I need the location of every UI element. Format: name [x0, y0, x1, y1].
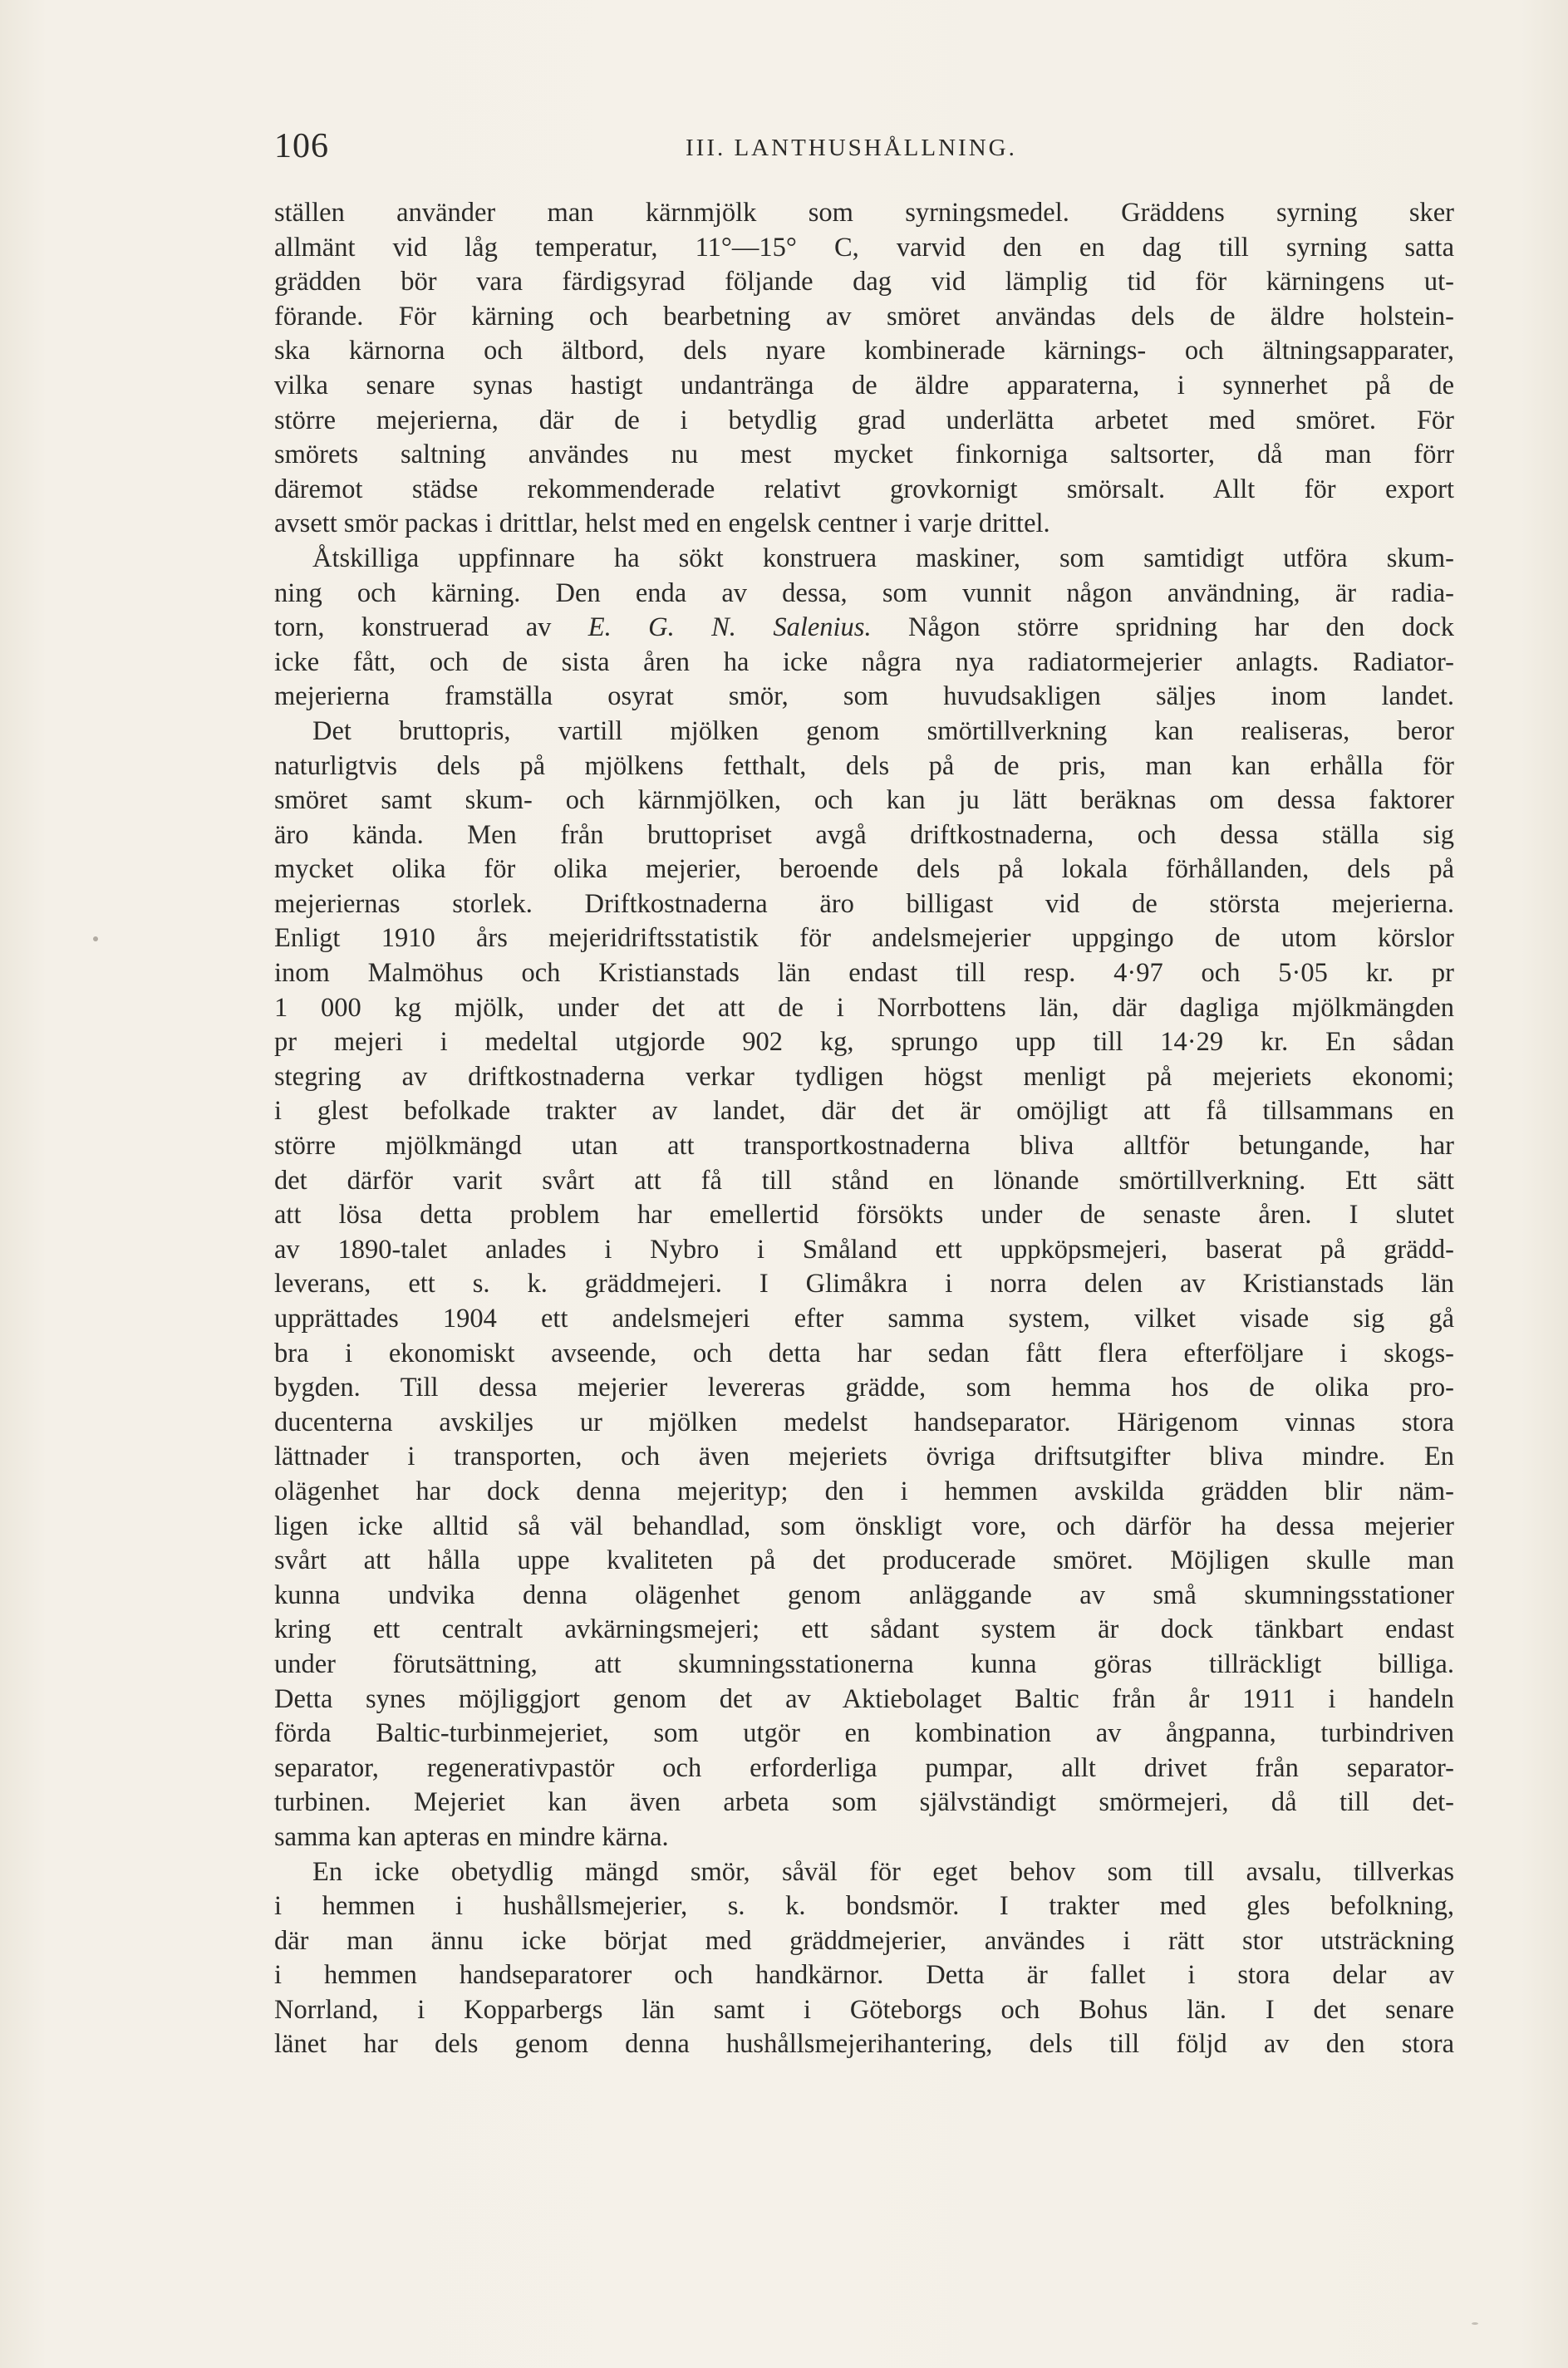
paragraph — [274, 715, 1454, 1855]
text-line: mejerierna framställa osyrat smör, som huvudsakligen säljes inom landet. — [274, 681, 1454, 712]
text-line: mycket olika för olika mejerier, beroende dels på lokala förhållanden, dels på — [274, 854, 1454, 885]
print-speck — [894, 499, 900, 504]
text-line: där man ännu icke börjat med gräddmejerier, användes i rätt stor utsträckning — [274, 1925, 1454, 1956]
text-line: större mejerierna, där de i betydlig grad underlätta arbetet med smöret. För — [274, 405, 1454, 435]
text-line: i hemmen i hushållsmejerier, s. k. bondsmör. I trakter med gles befolkning, — [274, 1891, 1454, 1922]
text-line: kunna undvika denna olägenhet genom anläggande av små skumningsstationer — [274, 1579, 1454, 1610]
text-line: kring ett centralt avkärningsmejeri; ett sådant system är dock tänkbart endast — [274, 1614, 1454, 1645]
text-line: smörets saltning användes nu mest mycket finkorniga saltsorter, då man förr — [274, 440, 1454, 470]
text-line: Det bruttopris, vartill mjölken genom smörtillverkning kan realiseras, beror — [312, 715, 1454, 746]
page-header — [274, 123, 1454, 169]
text-line: bra i ekonomiskt avseende, och detta har sedan fått flera efterföljare i skogs- — [274, 1338, 1454, 1368]
print-speck — [93, 936, 98, 941]
text-line: ligen icke alltid så väl behandlad, som önskligt vore, och därför ha dessa mejerier — [274, 1511, 1454, 1541]
running-head: III. LANTHUSHÅLLNING. — [686, 135, 1017, 161]
text-line: äro kända. Men från bruttopriset avgå driftkostnaderna, och dessa ställa sig — [274, 819, 1454, 850]
text-line: lättnader i transporten, och även mejeriets övriga driftsutgifter bliva mindre. En — [274, 1442, 1454, 1472]
text-line: ning och kärning. Den enda av dessa, som vunnit någon användning, är radia- — [274, 577, 1454, 608]
author-name: E. G. N. Salenius. — [587, 612, 872, 643]
text-line: däremot städse rekommenderade relativt grovkornigt smörsalt. Allt för export — [274, 474, 1454, 504]
text-line: ställen använder man kärnmjölk som syrningsmedel. Gräddens syrning sker — [274, 198, 1454, 228]
text-line: ducenterna avskiljes ur mjölken medelst handseparator. Härigenom vinnas stora — [274, 1407, 1454, 1437]
text-line: icke fått, och de sista åren ha icke några nya radiatormejerier anlagts. Radiator- — [274, 646, 1454, 677]
text-line: förda Baltic-turbinmejeriet, som utgör en kombination av ångpanna, turbindriven — [274, 1718, 1454, 1749]
text-line: av 1890-talet anlades i Nybro i Småland ett uppköpsmejeri, baserat på grädd- — [274, 1234, 1454, 1265]
text-line: 1 000 kg mjölk, under det att de i Norrbottens län, där dagliga mjölkmängden — [274, 992, 1454, 1023]
text-line: leverans, ett s. k. gräddmejeri. I Glimåkra i norra delen av Kristianstads län — [274, 1269, 1454, 1299]
text-line: ska kärnorna och ältbord, dels nyare kombinerade kärnings- och ältningsapparater, — [274, 336, 1454, 366]
text-line: naturligtvis dels på mjölkens fetthalt, dels på de pris, man kan erhålla för — [274, 750, 1454, 781]
paragraph — [274, 542, 1454, 715]
text-line: förande. För kärning och bearbetning av smöret användas dels de äldre holstein- — [274, 301, 1454, 332]
text-line: länet har dels genom denna hushållsmejerihantering, dels till följd av den stora — [274, 2029, 1454, 2060]
text-line: allmänt vid låg temperatur, 11°—15° C, varvid den en dag till syrning satta — [274, 232, 1454, 263]
text-line: Åtskilliga uppfinnare ha sökt konstruera maskiner, som samtidigt utföra skum- — [312, 543, 1454, 573]
text-line: torn, konstruerad av E. G. N. Salenius. Någon större spridning har den dock — [274, 612, 1454, 643]
text-line: inom Malmöhus och Kristianstads län endast till resp. 4·97 och 5·05 kr. pr — [274, 958, 1454, 989]
text-line: under förutsättning, att skumningsstationerna kunna göras tillräckligt billiga. — [274, 1648, 1454, 1679]
text-line: det därför varit svårt att få till stånd en lönande smörtillverkning. Ett sätt — [274, 1165, 1454, 1196]
text-line: i hemmen handseparatorer och handkärnor. Detta är fallet i stora delar av — [274, 1960, 1454, 1991]
text-line: pr mejeri i medeltal utgjorde 902 kg, sprungo upp till 14·29 kr. En sådan — [274, 1027, 1454, 1058]
text-line: vilka senare synas hastigt undantränga de äldre apparaterna, i synnerhet på de — [274, 370, 1454, 400]
text-line: avsett smör packas i drittlar, helst med en engelsk centner i varje drittel. — [274, 508, 1050, 539]
text-line: Detta synes möjliggjort genom det av Aktiebolaget Baltic från år 1911 i handeln — [274, 1683, 1454, 1714]
text-line: i glest befolkade trakter av landet, där det är omöjligt att få tillsammans en — [274, 1096, 1454, 1127]
page-number: 106 — [274, 127, 329, 165]
text-line: stegring av driftkostnaderna verkar tydligen högst menligt på mejeriets ekonomi; — [274, 1061, 1454, 1092]
text-line: mejeriernas storlek. Driftkostnaderna äro billigast vid de största mejerierna. — [274, 888, 1454, 919]
text-line: att lösa detta problem har emellertid försökts under de senaste åren. I slutet — [274, 1200, 1454, 1231]
text-line: upprättades 1904 ett andelsmejeri efter samma system, vilket visade sig gå — [274, 1304, 1454, 1334]
text-line: svårt att hålla uppe kvaliteten på det producerade smöret. Möjligen skulle man — [274, 1545, 1454, 1576]
text-line: smöret samt skum- och kärnmjölken, och kan ju lätt beräknas om dessa faktorer — [274, 785, 1454, 816]
text-line: grädden bör vara färdigsyrad följande dag vid lämplig tid för kärningens ut- — [274, 267, 1454, 297]
text-line: separator, regenerativpastör och erforderliga pumpar, allt drivet från separator- — [274, 1752, 1454, 1783]
text-line: olägenhet har dock denna mejerityp; den i hemmen avskilda grädden blir näm- — [274, 1476, 1454, 1506]
text-line: bygden. Till dessa mejerier levereras grädde, som hemma hos de olika pro- — [274, 1373, 1454, 1403]
paragraph — [274, 1855, 1454, 2063]
text-line: samma kan apteras en mindre kärna. — [274, 1821, 669, 1852]
text-line: Norrland, i Kopparbergs län samt i Göteborgs och Bohus län. I det senare — [274, 1994, 1454, 2025]
paragraph — [274, 196, 1454, 542]
text-line: En icke obetydlig mängd smör, såväl för eget behov som till avsalu, tillverkas — [312, 1856, 1454, 1887]
print-speck — [1472, 2322, 1478, 2325]
text-line: större mjölkmängd utan att transportkostnaderna bliva alltför betungande, har — [274, 1131, 1454, 1162]
text-line: turbinen. Mejeriet kan även arbeta som självständigt smörmejeri, då till det- — [274, 1787, 1454, 1818]
body-text — [274, 196, 1454, 2062]
text-line: Enligt 1910 års mejeridriftsstatistik för andelsmejerier uppgingo de utom körslor — [274, 923, 1454, 954]
